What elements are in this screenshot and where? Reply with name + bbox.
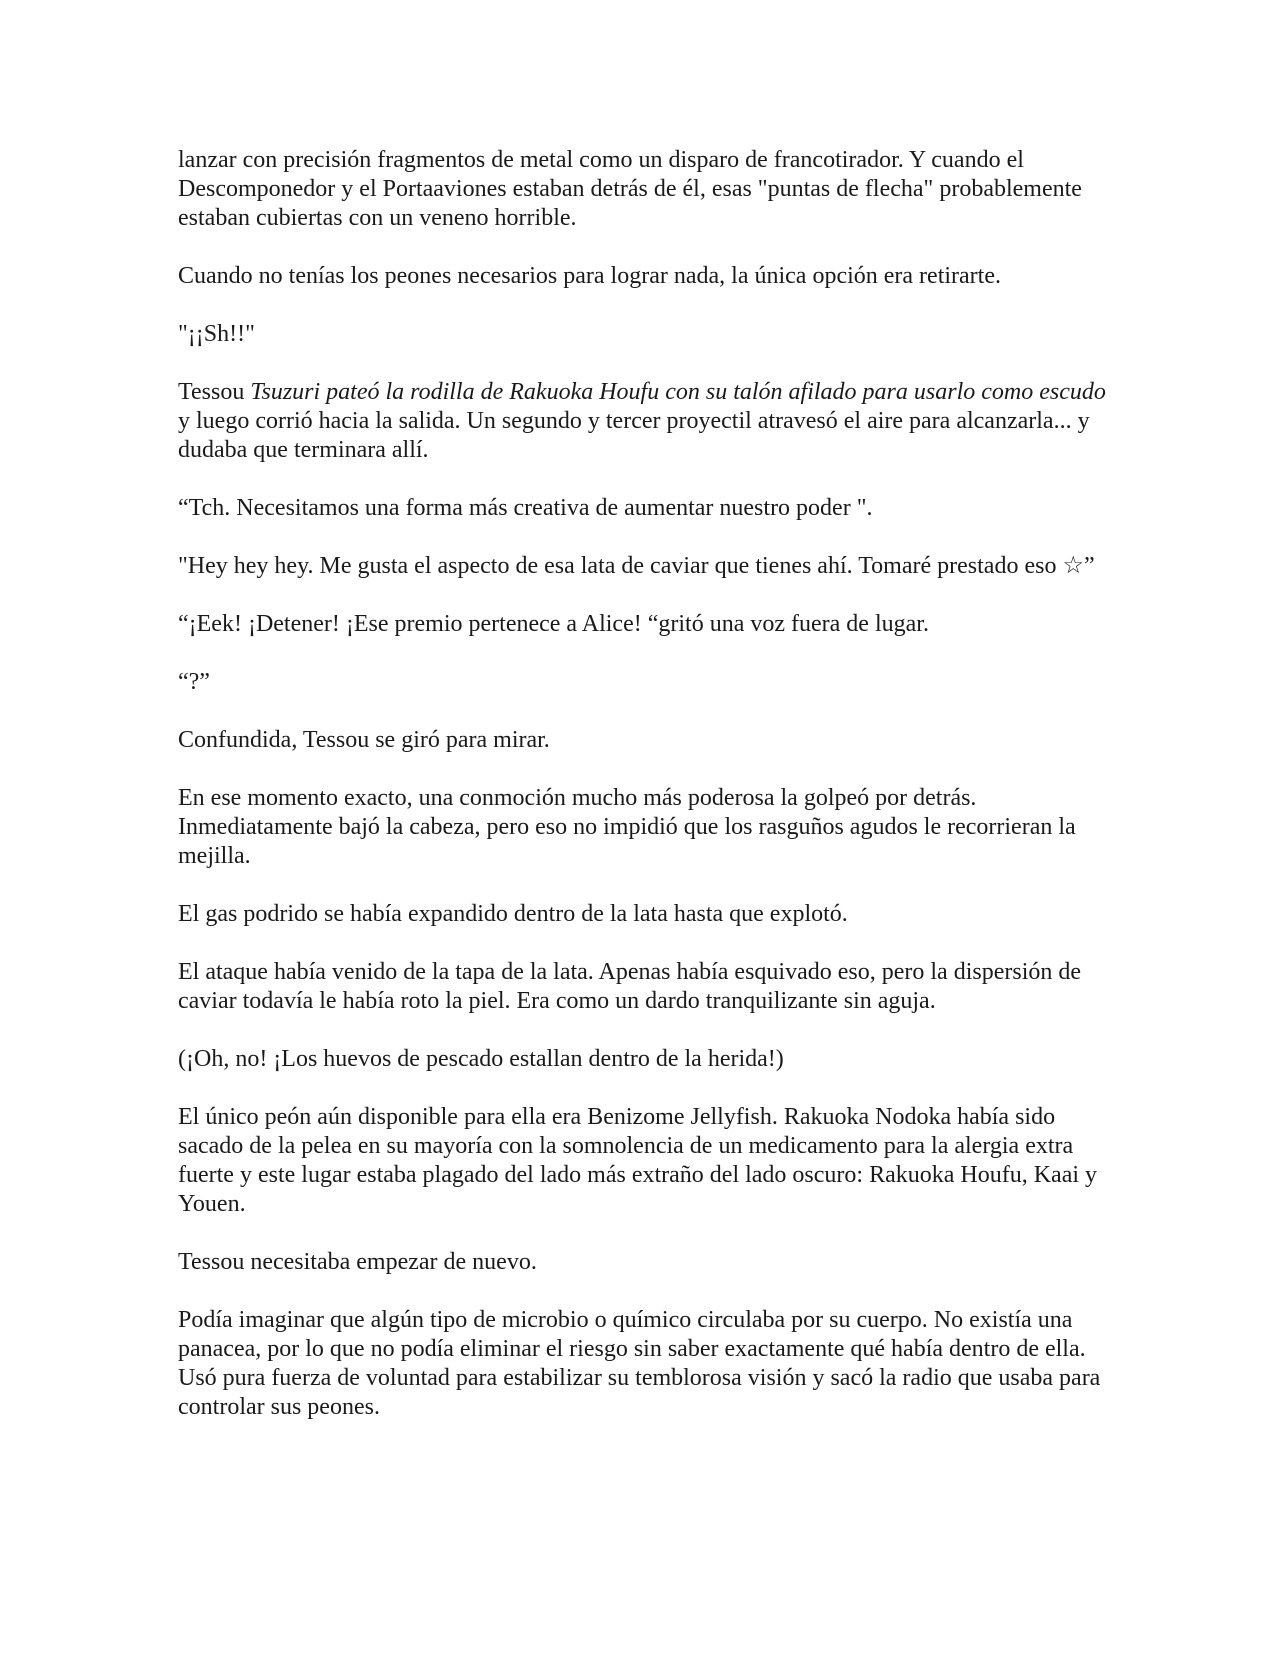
paragraph-14: El único peón aún disponible para ella era Benizome Jellyfish. Rakuoka Nodoka había sido sacado de la pelea en su mayoría con la somnolencia de un medicamento para la alergia extra fuerte y este lugar estaba plagado del lado más extraño del lado oscuro: Rakuoka Houfu, Kaai y Youen.	[178, 1104, 1098, 1217]
paragraph-6: "Hey hey hey. Me gusta el aspecto de esa lata de caviar que tienes ahí. Tomaré prestado eso ☆”	[178, 553, 1095, 579]
paragraph-5: “Tch. Necesitamos una forma más creativa de aumentar nuestro poder ".	[178, 495, 873, 521]
paragraph-13: (¡Oh, no! ¡Los huevos de pescado estallan dentro de la herida!)	[178, 1046, 784, 1072]
paragraph-15: Tessou necesitaba empezar de nuevo.	[178, 1249, 537, 1275]
paragraph-1: lanzar con precisión fragmentos de metal como un disparo de francotirador. Y cuando el Descomponedor y el Portaaviones estaban detrás de él, esas "puntas de flecha" probablemente estaban cubiertas con un veneno horrible.	[178, 147, 1082, 231]
document-body	[178, 146, 1123, 1451]
paragraph-12: El ataque había venido de la tapa de la lata. Apenas había esquivado eso, pero la dispersión de caviar todavía le había roto la piel. Era como un dardo tranquilizante sin aguja.	[178, 959, 1082, 1014]
paragraph-7: “¡Eek! ¡Detener! ¡Ese premio pertenece a Alice! “gritó una voz fuera de lugar.	[178, 611, 929, 637]
paragraph-4-italic: Tsuzuri pateó la rodilla de Rakuoka Houfu con su talón afilado para usarlo como escudo	[250, 379, 1106, 405]
paragraph-10: En ese momento exacto, una conmoción mucho más poderosa la golpeó por detrás. Inmediatamente bajó la cabeza, pero eso no impidió que los rasguños agudos le recorrieran la mejilla.	[178, 785, 1076, 869]
paragraph-4-tail: y luego corrió hacia la salida. Un segundo y tercer proyectil atravesó el aire para alcanzarla... y dudaba que terminara allí.	[178, 408, 1090, 463]
paragraph-11: El gas podrido se había expandido dentro de la lata hasta que explotó.	[178, 901, 848, 927]
paragraph-2: Cuando no tenías los peones necesarios para lograr nada, la única opción era retirarte.	[178, 263, 1001, 289]
paragraph-8: “?”	[178, 669, 210, 695]
paragraph-4	[178, 378, 1123, 465]
paragraph-9: Confundida, Tessou se giró para mirar.	[178, 727, 550, 753]
paragraph-16: Podía imaginar que algún tipo de microbio o químico circulaba por su cuerpo. No existía una panacea, por lo que no podía eliminar el riesgo sin saber exactamente qué había dentro de ella. Usó pura fuerza de voluntad para estabilizar su temblorosa visión y sacó la radio que usaba para controlar sus peones.	[178, 1307, 1101, 1420]
paragraph-4-lead: Tessou	[178, 379, 251, 405]
paragraph-3: "¡¡Sh!!"	[178, 321, 255, 347]
